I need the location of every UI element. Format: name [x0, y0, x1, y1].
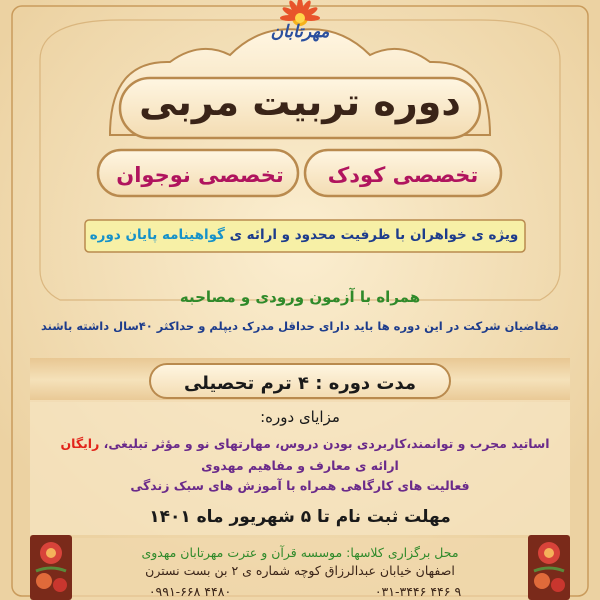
course-title: دوره تربیت مربی [139, 80, 461, 124]
child-track-label: تخصصی کودک [327, 163, 479, 187]
exam-note: همراه با آزمون ورودی و مصاحبه [179, 288, 421, 306]
banner-text [88, 227, 520, 243]
phone-landline: ۰۳۱-۳۴۴۶ ۴۴۶ ۹ [374, 584, 462, 599]
duration-text: مدت دوره : ۴ ترم تحصیلی [183, 373, 417, 394]
benefit-line-3: فعالیت های کارگاهی همراه با آموزش های سبک زندگی [130, 478, 470, 493]
banner-highlight-text: گواهینامه پایان دوره [89, 227, 225, 243]
benefit-line-1-text: اساتید مجرب و توانمند،کاربردی بودن دروس، مهارتهای نو و مؤثر تبلیغی، [103, 436, 550, 451]
registration-deadline: مهلت ثبت نام تا ۵ شهریور ماه ۱۴۰۱ [149, 507, 451, 527]
phone-mobile: ۰۹۹۱-۶۶۸ ۴۴۸۰ [148, 584, 232, 599]
benefit-line-2: ارائه ی معارف و مفاهیم مهدوی [201, 458, 399, 473]
address-text: اصفهان خیابان عبدالرزاق کوچه شماره ی ۲ بن بست نسترن [145, 563, 455, 578]
banner-main-text: ویژه ی خواهران با ظرفیت محدود و ارائه ی [229, 227, 519, 243]
teen-track-label: تخصصی نوجوان [116, 163, 284, 187]
logo-text: مهرتابان [270, 22, 330, 42]
venue-text: محل برگزاری کلاسها: موسسه قرآن و عترت مهرتابان مهدوی [141, 545, 459, 560]
requirements-text: متقاضیان شرکت در این دوره ها باید دارای حداقل مدرک دیپلم و حداکثر ۴۰سال داشته باشند [41, 319, 559, 333]
benefit-free-text: رایگان [60, 436, 100, 451]
benefits-title: مزایای دوره: [260, 408, 340, 426]
benefit-line-1 [40, 436, 570, 451]
